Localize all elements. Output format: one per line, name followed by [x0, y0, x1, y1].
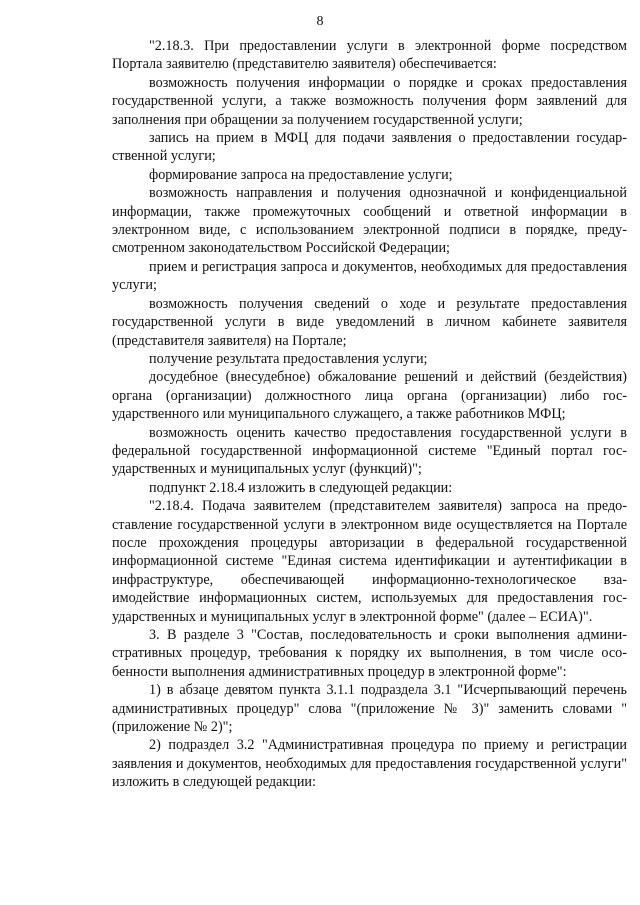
paragraph-result-receipt: получение результата предоставления услуги;	[149, 350, 428, 367]
paragraph-2-18-3-intro: "2.18.3. При предоставлении услуги в электронной форме посредством Портала заявителю (представителю заявителя) обеспечивается:	[112, 38, 627, 73]
paragraph-progress-info: возможность получения сведений о ходе и результате предоставления государственной услуги в виде уведомлений в личном кабинете заявителя (представителя заявителя) на Портале;	[112, 295, 627, 349]
page-number: 8	[316, 14, 324, 29]
paragraph-appeal: досудебное (внесудебное) обжалование решений и действий (бездействия) органа (организации) должностного лица органа (организации) либо государственного или муниципального служащего, а также работников МФЦ;	[112, 369, 627, 423]
paragraph-item-2: 2) подраздел 3.2 "Административная процедура по приему и регистрации заявления и документов, необходимых для предоставления государственной услуги" изложить в следующей редакции:	[112, 737, 627, 791]
paragraph-confidential-info: возможность направления и получения однозначной и конфиденциальной информации, также промежуточных сообщений и ответной информации в электронном виде, с использованием электронной подписи в порядке, предусмотренном законодательством Российской Федерации;	[112, 185, 627, 257]
paragraph-request-registration: прием и регистрация запроса и документов, необходимых для предоставления услуги;	[112, 258, 627, 294]
paragraph-item-1: 1) в абзаце девятом пункта 3.1.1 подраздела 3.1 "Исчерпывающий перечень административных процедур" слова "(приложение № 3)" заменить словами "(приложение № 2)";	[112, 682, 627, 736]
document-body	[112, 37, 627, 792]
paragraph-info-access: возможность получения информации о порядке и сроках предоставления государственной услуги, а также возможность получения форм заявлений для заполнения при обращении за получением государственной услуги;	[112, 74, 627, 128]
paragraph-section-3: 3. В разделе 3 "Состав, последовательность и сроки выполнения административных процедур, требования к порядку их выполнения, в том числе особенности выполнения административных процедур в электронной форме":	[112, 627, 627, 680]
paragraph-request-forming: формирование запроса на предоставление услуги;	[149, 166, 453, 183]
paragraph-subpoint-2-18-4: подпункт 2.18.4 изложить в следующей редакции:	[149, 479, 453, 496]
paragraph-2-18-4-text: "2.18.4. Подача заявителем (представителем заявителя) запроса на предоставление государственной услуги в электронном виде осуществляется на Портале после прохождения процедуры авторизации в федеральной государственной информационной системе "Единая система идентификации и аутентификации в инфраструктуре, обеспечивающей информационно-технологическое взаимодействие информационных систем, используемых для предоставления государственных и муниципальных услуг в электронной форме" (далее – ЕСИА)".	[112, 498, 627, 625]
paragraph-quality-assessment: возможность оценить качество предоставления государственной услуги в федеральной государственной информационной системе "Единый портал государственных и муниципальных услуг (функций)";	[112, 424, 627, 478]
paragraph-mfc-appointment: запись на прием в МФЦ для подачи заявления о предоставлении государственной услуги;	[112, 130, 627, 165]
